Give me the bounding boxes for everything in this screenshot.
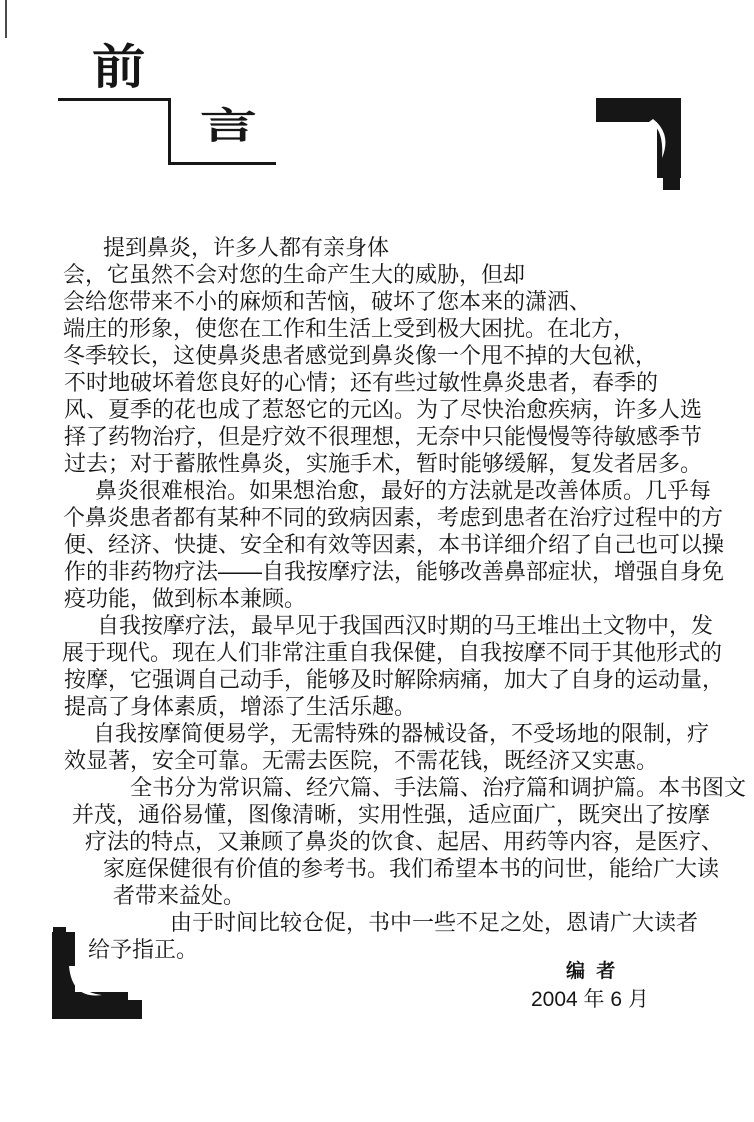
signature-author: 编 者	[566, 961, 619, 982]
text-line-24: 家庭保健很有价值的参考书。我们希望本书的问世，能给广大读	[103, 856, 720, 881]
text-line-3: 会给您带来不小的麻烦和苦恼，破坏了您本来的潇洒、	[63, 289, 592, 314]
text-line-26: 由于时间比较仓促，书中一些不足之处，恩请广大读者	[170, 910, 699, 935]
text-line-4: 端庄的形象，使您在工作和生活上受到极大困扰。在北方，	[63, 316, 636, 341]
scan-edge-artifact	[5, 0, 7, 38]
body-text	[62, 234, 747, 963]
text-line-18: 提高了身体素质，增添了生活乐趣。	[64, 694, 417, 719]
text-line-8: 择了药物治疗，但是疗效不很理想，无奈中只能慢慢等待敏感季节	[64, 424, 703, 449]
text-line-20: 效显著，安全可靠。无需去医院，不需花钱，既经济又实惠。	[64, 748, 659, 773]
text-line-23: 疗法的特点，又兼顾了鼻炎的饮食、起居、用药等内容，是医疗、	[85, 829, 724, 854]
text-line-9: 过去；对于蓄脓性鼻炎，实施手术，暂时能够缓解，复发者居多。	[64, 451, 703, 476]
text-line-19: 自我按摩简便易学，无需特殊的器械设备，不受场地的限制，疗	[93, 721, 710, 746]
text-line-27: 给予指正。	[88, 937, 199, 962]
brush-corner-top-right-icon	[596, 94, 686, 194]
signature-date: 2004 年 6 月	[531, 988, 649, 1011]
text-line-1: 提到鼻炎，许多人都有亲身体	[103, 235, 390, 260]
text-line-21: 全书分为常识篇、经穴篇、手法篇、治疗篇和调护篇。本书图文	[130, 775, 747, 800]
text-line-22: 并茂，通俗易懂，图像清晰，实用性强，适应面广，既突出了按摩	[72, 802, 711, 827]
text-line-10: 鼻炎很难根治。如果想治愈，最好的方法就是改善体质。几乎每	[95, 478, 712, 503]
preface-title-char-1: 前	[92, 40, 146, 95]
text-line-6: 不时地破坏着您良好的心情；还有些过敏性鼻炎患者，春季的	[64, 370, 659, 395]
text-line-12: 便、经济、快捷、安全和有效等因素，本书详细介绍了自己也可以操	[64, 532, 725, 557]
text-line-11: 个鼻炎患者都有某种不同的致病因素，考虑到患者在治疗过程中的方	[63, 505, 724, 530]
text-line-17: 按摩，它强调自己动手，能够及时解除病痛，加大了自身的运动量，	[64, 667, 725, 692]
title-step-line-top	[58, 98, 171, 101]
text-line-13: 作的非药物疗法——自我按摩疗法，能够改善鼻部症状，增强自身免	[64, 559, 725, 584]
text-line-15: 自我按摩疗法，最早见于我国西汉时期的马王堆出土文物中，发	[97, 613, 714, 638]
title-step-line-bottom	[168, 162, 276, 165]
text-line-5: 冬季较长，这使鼻炎患者感觉到鼻炎像一个甩不掉的大包袱，	[63, 343, 658, 368]
title-step-line-vertical	[168, 98, 171, 165]
text-line-14: 疫功能，做到标本兼顾。	[64, 586, 307, 611]
text-line-7: 风、夏季的花也成了惹怒它的元凶。为了尽快治愈疾病，许多人选	[64, 397, 703, 422]
brush-corner-bottom-left-icon	[46, 924, 146, 1024]
preface-title-char-2: 言	[200, 105, 257, 147]
text-line-2: 会，它虽然不会对您的生命产生大的威胁，但却	[63, 262, 526, 287]
text-line-25: 者带来益处。	[113, 883, 246, 908]
text-line-16: 展于现代。现在人们非常注重自我保健，自我按摩不同于其他形式的	[62, 640, 723, 665]
